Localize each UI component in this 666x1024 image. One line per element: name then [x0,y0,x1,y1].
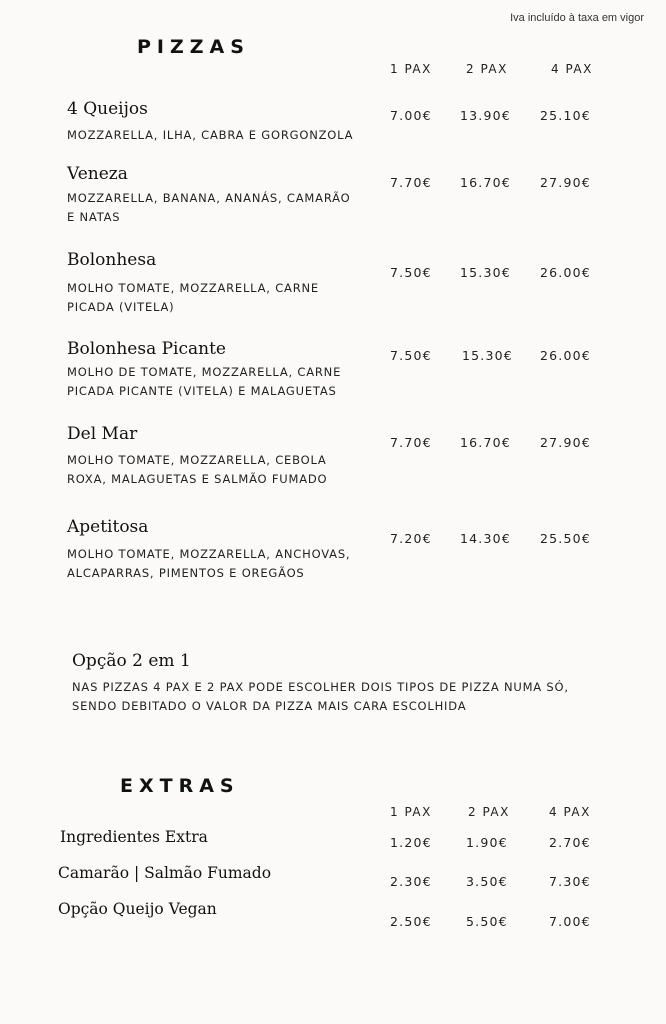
pizzas-col-2pax: 2 PAX [466,62,508,76]
price-veneza-4pax: 27.90€ [540,175,591,190]
price-4-queijos-2pax: 13.90€ [460,108,511,123]
desc-line: PICADA (VITELA) [67,300,175,314]
extras-col-4pax: 4 PAX [549,805,591,819]
pizza-desc-bolonhesa-picante [67,363,367,401]
extra-price-vegan-4pax: 7.00€ [549,914,591,929]
pizzas-col-1pax: 1 PAX [390,62,432,76]
price-del-mar-4pax: 27.90€ [540,435,591,450]
extras-col-1pax: 1 PAX [390,805,432,819]
desc-line: NAS PIZZAS 4 PAX E 2 PAX PODE ESCOLHER DOIS TIPOS DE PIZZA NUMA SÓ, [72,680,569,694]
price-apetitosa-4pax: 25.50€ [540,531,591,546]
price-veneza-1pax: 7.70€ [390,175,432,190]
desc-line: SENDO DEBITADO O VALOR DA PIZZA MAIS CARA ESCOLHIDA [72,699,467,713]
desc-line: MOZZARELLA, BANANA, ANANÁS, CAMARÃO [67,191,351,205]
pizza-desc-apetitosa [67,545,367,583]
pizzas-title: PIZZAS [137,36,250,58]
price-bolonhesa-2pax: 15.30€ [460,265,511,280]
extra-price-vegan-2pax: 5.50€ [466,914,508,929]
pizza-name-4-queijos: 4 Queijos [67,99,148,119]
desc-line: ROXA, MALAGUETAS E SALMÃO FUMADO [67,472,328,486]
price-del-mar-2pax: 16.70€ [460,435,511,450]
pizza-desc-4-queijos [67,126,367,145]
price-bolonhesa-picante-4pax: 26.00€ [540,348,591,363]
price-del-mar-1pax: 7.70€ [390,435,432,450]
extras-title: EXTRAS [120,775,240,797]
extra-name-queijo-vegan: Opção Queijo Vegan [58,900,217,918]
extra-price-camarao-1pax: 2.30€ [390,874,432,889]
price-bolonhesa-picante-2pax: 15.30€ [462,348,513,363]
price-bolonhesa-picante-1pax: 7.50€ [390,348,432,363]
pizza-desc-bolonhesa [67,279,367,317]
extra-price-ingredientes-4pax: 2.70€ [549,835,591,850]
extra-name-camarao-salmao: Camarão | Salmão Fumado [58,864,272,882]
desc-line: ALCAPARRAS, PIMENTOS E OREGÃOS [67,566,305,580]
desc-line: E NATAS [67,210,121,224]
pizzas-col-4pax: 4 PAX [551,62,593,76]
pizza-name-veneza: Veneza [67,164,128,184]
pizza-name-apetitosa: Apetitosa [67,517,149,537]
extra-price-camarao-2pax: 3.50€ [466,874,508,889]
price-bolonhesa-4pax: 26.00€ [540,265,591,280]
pizza-name-bolonhesa-picante: Bolonhesa Picante [67,339,226,359]
desc-line: MOLHO DE TOMATE, MOZZARELLA, CARNE [67,365,342,379]
desc-line: MOLHO TOMATE, MOZZARELLA, ANCHOVAS, [67,547,351,561]
price-apetitosa-2pax: 14.30€ [460,531,511,546]
vat-note: Iva incluído à taxa em vigor [510,12,644,24]
pizza-name-del-mar: Del Mar [67,424,138,444]
desc-line: MOLHO TOMATE, MOZZARELLA, CARNE [67,281,319,295]
desc-line: MOLHO TOMATE, MOZZARELLA, CEBOLA [67,453,327,467]
option-title: Opção 2 em 1 [72,651,191,671]
extras-col-2pax: 2 PAX [468,805,510,819]
price-4-queijos-1pax: 7.00€ [390,108,432,123]
pizza-desc-del-mar [67,451,367,489]
extra-price-camarao-4pax: 7.30€ [549,874,591,889]
desc-line: MOZZARELLA, ILHA, CABRA E GORGONZOLA [67,128,354,142]
extra-price-ingredientes-2pax: 1.90€ [466,835,508,850]
extra-name-ingredientes: Ingredientes Extra [60,828,208,846]
pizza-desc-veneza [67,189,367,227]
extra-price-ingredientes-1pax: 1.20€ [390,835,432,850]
price-bolonhesa-1pax: 7.50€ [390,265,432,280]
price-4-queijos-4pax: 25.10€ [540,108,591,123]
desc-line: PICADA PICANTE (VITELA) E MALAGUETAS [67,384,337,398]
price-veneza-2pax: 16.70€ [460,175,511,190]
option-desc [72,678,632,716]
price-apetitosa-1pax: 7.20€ [390,531,432,546]
pizza-name-bolonhesa: Bolonhesa [67,250,157,270]
extra-price-vegan-1pax: 2.50€ [390,914,432,929]
